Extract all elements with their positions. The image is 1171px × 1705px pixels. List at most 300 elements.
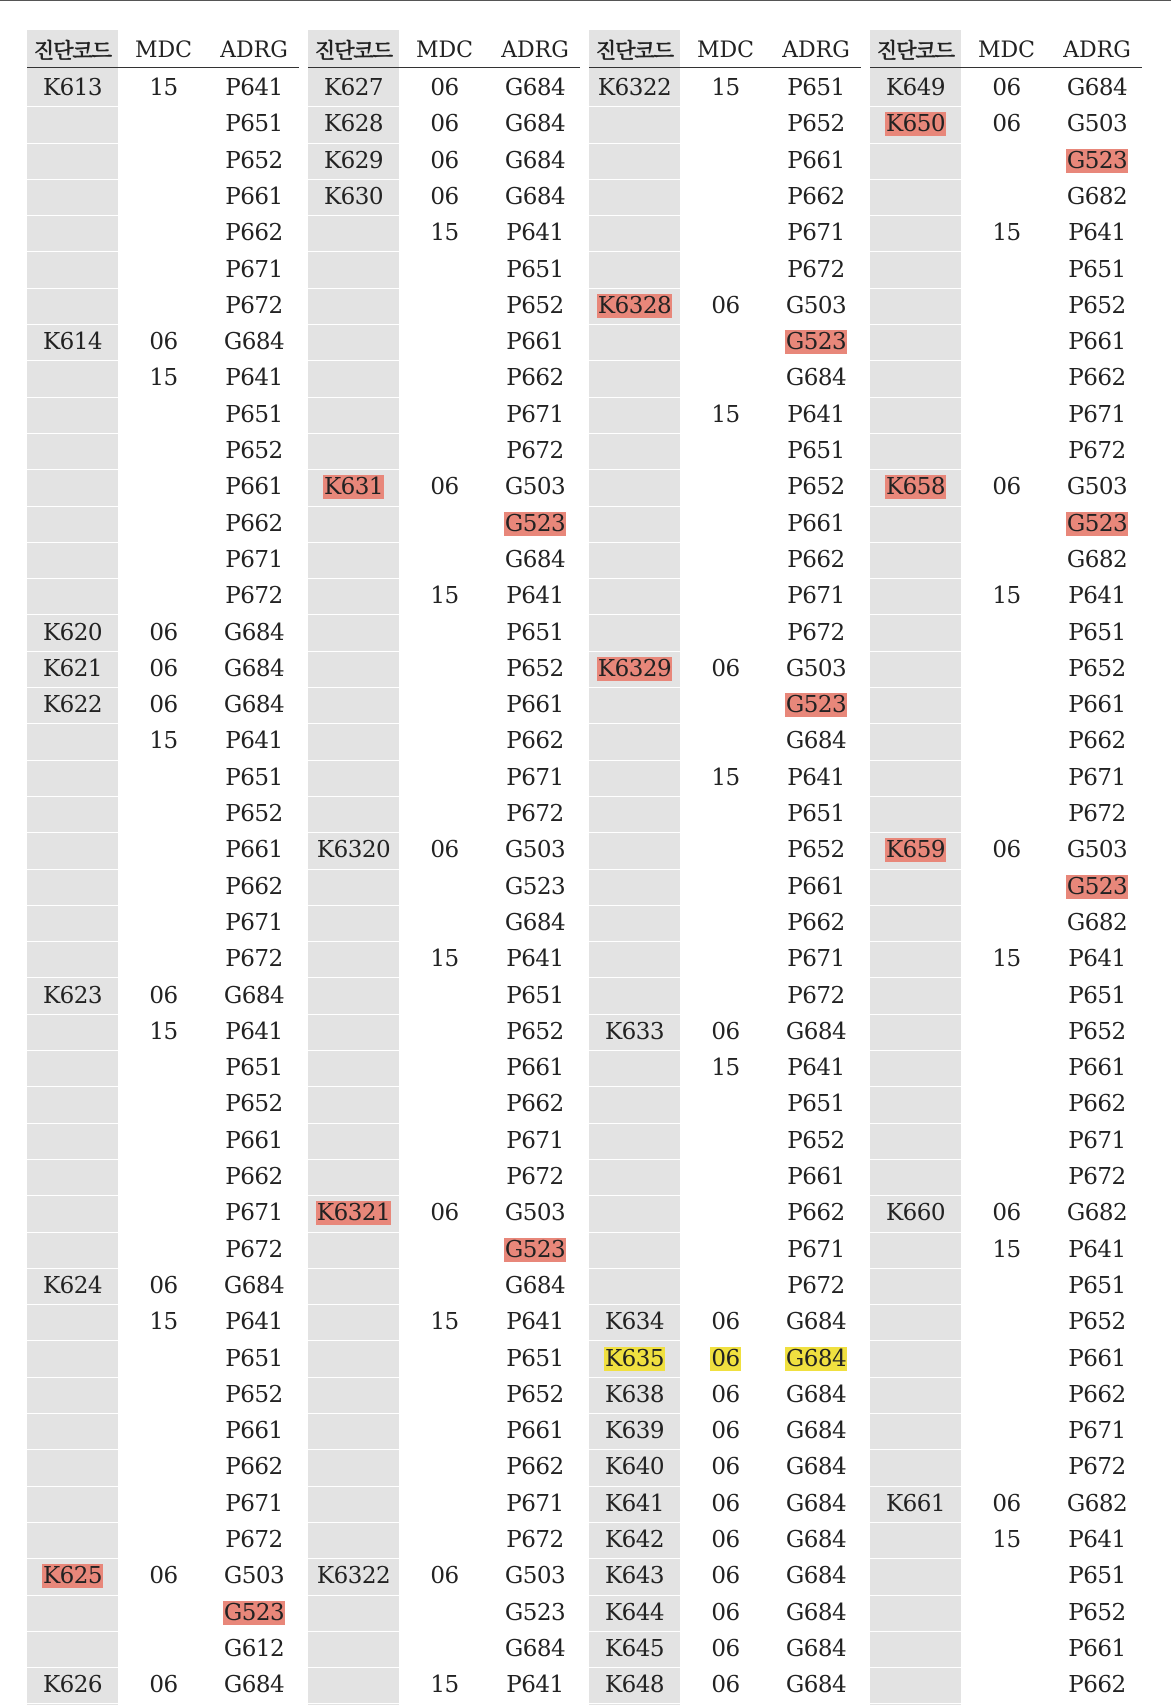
cell-diagnosis-code	[308, 1050, 399, 1086]
cell-adrg: P661	[225, 1127, 283, 1154]
cell-mdc	[399, 651, 490, 687]
cell-diagnosis-code	[870, 1304, 961, 1340]
cell-diagnosis-code	[27, 1050, 118, 1086]
cell-adrg: P651	[787, 1091, 845, 1118]
cell-adrg: G503	[1066, 837, 1128, 864]
cell-diagnosis-code	[589, 433, 680, 469]
cell-diagnosis-code	[870, 869, 961, 905]
cell-adrg: P641	[787, 1055, 845, 1082]
table-row	[27, 760, 299, 797]
table-row	[589, 143, 861, 180]
cell-mdc	[118, 869, 209, 905]
cell-mdc	[399, 1159, 490, 1195]
header-mdc: MDC	[978, 38, 1035, 63]
table-panel-3	[589, 30, 861, 1705]
cell-mdc	[680, 106, 771, 142]
cell-adrg: P671	[1068, 1127, 1126, 1154]
cell-diagnosis-code	[27, 1304, 118, 1340]
cell-diagnosis-code	[589, 760, 680, 796]
cell-adrg: G684	[785, 1309, 847, 1336]
cell-diagnosis-code	[27, 941, 118, 977]
cell-diagnosis-code	[589, 1123, 680, 1159]
cell-diagnosis-code: K623	[42, 982, 103, 1009]
cell-adrg: P651	[787, 75, 845, 101]
table-row	[308, 1377, 580, 1414]
table-row	[27, 1486, 299, 1523]
cell-mdc	[680, 1086, 771, 1122]
table-row	[27, 1123, 299, 1160]
cell-adrg: P651	[506, 256, 564, 283]
cell-mdc	[118, 1522, 209, 1558]
cell-diagnosis-code	[870, 1159, 961, 1195]
table-row	[308, 469, 580, 506]
cell-adrg: G682	[1066, 183, 1128, 210]
cell-adrg: P652	[506, 655, 564, 682]
cell-adrg: P652	[1068, 1599, 1126, 1626]
table-row	[27, 1449, 299, 1486]
table-row	[27, 1558, 299, 1595]
cell-diagnosis-code	[308, 288, 399, 324]
cell-adrg: G684	[223, 692, 285, 719]
table-row	[589, 1232, 861, 1269]
cell-adrg: P671	[506, 401, 564, 428]
cell-adrg: P671	[1068, 1418, 1126, 1445]
cell-adrg: P641	[787, 401, 845, 428]
cell-adrg: G684	[223, 655, 285, 682]
cell-diagnosis-code	[870, 143, 961, 179]
table-row	[308, 70, 580, 107]
cell-diagnosis-code	[27, 1595, 118, 1631]
cell-mdc	[118, 397, 209, 433]
table-row	[308, 1486, 580, 1523]
table-row	[27, 506, 299, 543]
table-row	[870, 1558, 1142, 1595]
cell-mdc	[399, 252, 490, 288]
table-row	[870, 1014, 1142, 1051]
table-row	[589, 1449, 861, 1486]
cell-adrg: P662	[506, 728, 564, 755]
cell-diagnosis-code	[308, 1268, 399, 1304]
cell-adrg: P662	[1068, 1381, 1126, 1408]
table-row	[870, 978, 1142, 1015]
table-row	[27, 1159, 299, 1196]
table-row	[589, 760, 861, 797]
table-row	[870, 1123, 1142, 1160]
header-mdc: MDC	[135, 38, 192, 63]
cell-adrg: P641	[225, 75, 283, 101]
cell-adrg: P671	[1068, 401, 1126, 428]
table-row	[27, 869, 299, 906]
table-header	[308, 34, 580, 68]
cell-adrg: P651	[225, 1345, 283, 1372]
table-row	[870, 1413, 1142, 1450]
header-mdc: MDC	[697, 38, 754, 63]
cell-diagnosis-code: K629	[323, 147, 384, 174]
cell-diagnosis-code	[870, 106, 961, 142]
cell-mdc: 15	[992, 220, 1021, 247]
cell-mdc	[680, 215, 771, 251]
table-row	[308, 651, 580, 688]
cell-diagnosis-code	[308, 1667, 399, 1703]
table-row	[589, 215, 861, 252]
cell-diagnosis-code	[870, 252, 961, 288]
cell-diagnosis-code	[589, 324, 680, 360]
cell-mdc	[399, 796, 490, 832]
cell-mdc: 06	[430, 474, 459, 501]
cell-diagnosis-code	[589, 469, 680, 505]
cell-mdc: 06	[430, 183, 459, 210]
cell-adrg: G684	[504, 183, 566, 210]
cell-diagnosis-code	[589, 869, 680, 905]
table-row	[589, 433, 861, 470]
cell-mdc	[961, 1595, 1052, 1631]
cell-diagnosis-code: K626	[42, 1672, 103, 1699]
table-row	[870, 252, 1142, 289]
cell-diagnosis-code	[870, 1667, 961, 1703]
table-row	[27, 324, 299, 361]
table-row	[308, 397, 580, 434]
table-row	[308, 1595, 580, 1632]
cell-diagnosis-code	[27, 1631, 118, 1667]
cell-diagnosis-code	[870, 651, 961, 687]
cell-mdc	[961, 905, 1052, 941]
table-row	[308, 723, 580, 760]
table-row	[308, 796, 580, 833]
red-highlight: K6321	[316, 1200, 391, 1227]
table-row	[308, 1522, 580, 1559]
cell-adrg: G503	[785, 655, 847, 682]
cell-diagnosis-code	[870, 941, 961, 977]
cell-adrg: P651	[506, 619, 564, 646]
table-row	[308, 288, 580, 325]
cell-diagnosis-code: K643	[604, 1563, 665, 1590]
table-row	[589, 1159, 861, 1196]
cell-diagnosis-code	[589, 1050, 680, 1086]
table-header	[870, 34, 1142, 68]
cell-adrg: P641	[225, 1018, 283, 1045]
cell-diagnosis-code	[589, 796, 680, 832]
cell-diagnosis-code	[27, 1232, 118, 1268]
table-row	[589, 1341, 861, 1378]
cell-mdc	[961, 1159, 1052, 1195]
table-row	[27, 360, 299, 397]
table-row	[589, 469, 861, 506]
cell-mdc	[118, 1377, 209, 1413]
cell-mdc	[399, 542, 490, 578]
table-row	[589, 869, 861, 906]
cell-adrg: P661	[787, 873, 845, 900]
table-row	[27, 215, 299, 252]
cell-adrg: P671	[787, 220, 845, 247]
cell-mdc	[680, 1195, 771, 1231]
cell-diagnosis-code	[27, 106, 118, 142]
cell-mdc	[399, 905, 490, 941]
cell-adrg: P671	[225, 1200, 283, 1227]
table-row	[870, 723, 1142, 760]
table-row	[589, 506, 861, 543]
cell-adrg: G503	[504, 1563, 566, 1590]
cell-mdc	[961, 433, 1052, 469]
cell-mdc	[399, 1522, 490, 1558]
table-row	[870, 1631, 1142, 1668]
table-row	[27, 723, 299, 760]
cell-diagnosis-code: K622	[42, 692, 103, 719]
cell-mdc	[961, 1268, 1052, 1304]
cell-diagnosis-code: K620	[42, 619, 103, 646]
cell-mdc: 06	[430, 1563, 459, 1590]
red-highlight: K650	[885, 111, 946, 138]
cell-mdc	[961, 723, 1052, 759]
cell-mdc	[961, 1014, 1052, 1050]
cell-mdc	[118, 1086, 209, 1122]
cell-adrg: G612	[223, 1635, 285, 1662]
table-row	[870, 1377, 1142, 1414]
table-row	[870, 324, 1142, 361]
table-row	[589, 1050, 861, 1087]
cell-mdc	[680, 978, 771, 1014]
cell-diagnosis-code: K638	[604, 1381, 665, 1408]
cell-adrg: P661	[1068, 1635, 1126, 1662]
red-highlight: G523	[1066, 873, 1128, 900]
table-row	[308, 179, 580, 216]
table-row	[589, 1631, 861, 1668]
table-row	[27, 1014, 299, 1051]
cell-adrg: P661	[1068, 1345, 1126, 1372]
cell-mdc: 06	[711, 1381, 740, 1408]
cell-diagnosis-code	[27, 469, 118, 505]
cell-diagnosis-code	[308, 651, 399, 687]
cell-diagnosis-code	[870, 1413, 961, 1449]
cell-diagnosis-code	[870, 1595, 961, 1631]
table-row	[308, 1159, 580, 1196]
table-row	[870, 106, 1142, 143]
cell-diagnosis-code	[308, 796, 399, 832]
table-row	[27, 1268, 299, 1305]
table-row	[27, 1595, 299, 1632]
cell-mdc	[961, 179, 1052, 215]
yellow-highlight: 06	[711, 1345, 740, 1372]
table-header	[27, 34, 299, 68]
cell-diagnosis-code	[27, 542, 118, 578]
cell-mdc: 06	[430, 111, 459, 138]
red-highlight: G523	[223, 1599, 285, 1626]
cell-adrg: P672	[506, 801, 564, 827]
cell-diagnosis-code: K642	[604, 1527, 665, 1553]
cell-adrg: P672	[787, 619, 845, 646]
cell-adrg: P651	[225, 764, 283, 791]
cell-diagnosis-code	[308, 506, 399, 542]
cell-mdc	[399, 1014, 490, 1050]
cell-adrg: P652	[1068, 1309, 1126, 1336]
cell-adrg: P672	[787, 982, 845, 1009]
cell-adrg: P672	[506, 1164, 564, 1190]
cell-adrg: P672	[1068, 1164, 1126, 1190]
cell-mdc	[680, 1159, 771, 1195]
cell-diagnosis-code	[870, 723, 961, 759]
table-panel-1	[27, 30, 299, 1705]
cell-adrg: P661	[787, 510, 845, 537]
cell-mdc: 06	[711, 1672, 740, 1699]
cell-diagnosis-code	[589, 615, 680, 651]
cell-adrg: P662	[225, 220, 283, 247]
cell-mdc	[118, 1050, 209, 1086]
cell-diagnosis-code: K628	[323, 111, 384, 138]
cell-adrg: P651	[787, 801, 845, 827]
cell-mdc	[399, 1268, 490, 1304]
cell-mdc	[118, 1486, 209, 1522]
cell-adrg: P671	[1068, 764, 1126, 791]
cell-diagnosis-code	[27, 433, 118, 469]
table-row	[308, 1667, 580, 1704]
cell-mdc	[118, 1232, 209, 1268]
table-row	[27, 1377, 299, 1414]
cell-diagnosis-code	[870, 506, 961, 542]
cell-adrg: P652	[225, 147, 283, 174]
cell-diagnosis-code	[27, 905, 118, 941]
cell-adrg: P662	[1068, 1672, 1126, 1699]
table-row	[870, 1268, 1142, 1305]
cell-adrg: G503	[504, 1200, 566, 1227]
cell-diagnosis-code	[27, 832, 118, 868]
cell-adrg: P672	[1068, 438, 1126, 464]
cell-mdc: 06	[149, 1672, 178, 1699]
cell-diagnosis-code	[589, 1159, 680, 1195]
cell-mdc: 15	[992, 946, 1021, 973]
table-row	[870, 143, 1142, 180]
cell-adrg: P651	[1068, 256, 1126, 283]
table-row	[27, 1631, 299, 1668]
cell-adrg: P652	[225, 801, 283, 827]
cell-mdc	[399, 978, 490, 1014]
cell-mdc: 06	[430, 75, 459, 101]
cell-diagnosis-code: K649	[885, 75, 946, 101]
table-row	[308, 1268, 580, 1305]
table-row	[589, 615, 861, 652]
cell-diagnosis-code	[308, 615, 399, 651]
cell-adrg: P641	[1068, 583, 1126, 610]
table-row	[308, 1413, 580, 1450]
cell-adrg: P671	[787, 583, 845, 610]
table-row	[308, 1014, 580, 1051]
cell-mdc: 15	[149, 365, 178, 392]
cell-adrg	[771, 324, 861, 360]
cell-mdc: 06	[711, 292, 740, 319]
cell-diagnosis-code	[27, 506, 118, 542]
table-panel-2	[308, 30, 580, 1705]
cell-diagnosis-code	[870, 1558, 961, 1594]
cell-diagnosis-code: K627	[323, 75, 384, 101]
cell-mdc	[118, 1595, 209, 1631]
cell-mdc	[961, 397, 1052, 433]
cell-adrg: G684	[785, 1454, 847, 1481]
cell-adrg	[771, 687, 861, 723]
header-diagnosis-code: 진단코드	[595, 39, 674, 63]
cell-diagnosis-code	[27, 179, 118, 215]
table-row	[870, 1086, 1142, 1123]
cell-mdc	[680, 941, 771, 977]
cell-mdc	[118, 215, 209, 251]
cell-mdc	[118, 179, 209, 215]
table-row	[870, 1486, 1142, 1523]
table-row	[870, 832, 1142, 869]
table-row	[308, 905, 580, 942]
cell-mdc: 15	[711, 401, 740, 428]
table-row	[870, 1341, 1142, 1378]
cell-adrg: P661	[225, 474, 283, 501]
cell-adrg: P651	[787, 438, 845, 464]
cell-adrg: P672	[225, 1527, 283, 1553]
cell-adrg: P672	[225, 946, 283, 973]
cell-diagnosis-code	[870, 978, 961, 1014]
cell-diagnosis-code	[308, 1195, 399, 1231]
table-row	[308, 215, 580, 252]
cell-adrg: P652	[787, 111, 845, 138]
cell-adrg: P672	[787, 256, 845, 283]
header-diagnosis-code: 진단코드	[33, 39, 112, 63]
cell-adrg: P671	[787, 946, 845, 973]
cell-diagnosis-code	[589, 578, 680, 614]
table-row	[870, 1304, 1142, 1341]
cell-mdc	[680, 796, 771, 832]
cell-mdc	[680, 506, 771, 542]
cell-adrg: G503	[1066, 111, 1128, 138]
cell-diagnosis-code	[870, 1086, 961, 1122]
table-row	[870, 506, 1142, 543]
cell-diagnosis-code	[27, 796, 118, 832]
cell-mdc	[961, 1341, 1052, 1377]
cell-adrg: P652	[1068, 292, 1126, 319]
table-row	[589, 1304, 861, 1341]
cell-adrg: P641	[506, 583, 564, 610]
header-adrg: ADRG	[1063, 38, 1131, 63]
table-row	[589, 70, 861, 107]
cell-diagnosis-code	[27, 578, 118, 614]
cell-mdc	[118, 433, 209, 469]
table-row	[27, 1341, 299, 1378]
table-row	[870, 397, 1142, 434]
cell-diagnosis-code	[308, 1159, 399, 1195]
cell-mdc: 06	[430, 147, 459, 174]
cell-adrg: P641	[225, 365, 283, 392]
cell-mdc: 15	[149, 1309, 178, 1336]
cell-adrg: P661	[506, 1418, 564, 1445]
table-row	[870, 1667, 1142, 1704]
cell-adrg: P672	[1068, 1454, 1126, 1481]
cell-diagnosis-code	[870, 360, 961, 396]
cell-diagnosis-code	[589, 252, 680, 288]
cell-mdc: 06	[149, 329, 178, 356]
cell-adrg: P651	[506, 982, 564, 1009]
cell-adrg: P641	[1068, 1527, 1126, 1553]
cell-adrg: G684	[785, 1599, 847, 1626]
cell-diagnosis-code: K634	[604, 1309, 665, 1336]
cell-adrg: P671	[506, 1490, 564, 1517]
table-row	[589, 1595, 861, 1632]
yellow-highlight: K635	[604, 1345, 665, 1372]
table-row	[308, 360, 580, 397]
table-row	[308, 1631, 580, 1668]
table-row	[870, 360, 1142, 397]
cell-diagnosis-code: K644	[604, 1599, 665, 1626]
cell-adrg: P641	[506, 946, 564, 973]
cell-diagnosis-code	[870, 1449, 961, 1485]
cell-diagnosis-code: K613	[42, 75, 103, 101]
table-row	[870, 542, 1142, 579]
table-row	[27, 542, 299, 579]
cell-adrg: P641	[1068, 220, 1126, 247]
cell-adrg: P652	[225, 1091, 283, 1118]
cell-mdc	[118, 832, 209, 868]
